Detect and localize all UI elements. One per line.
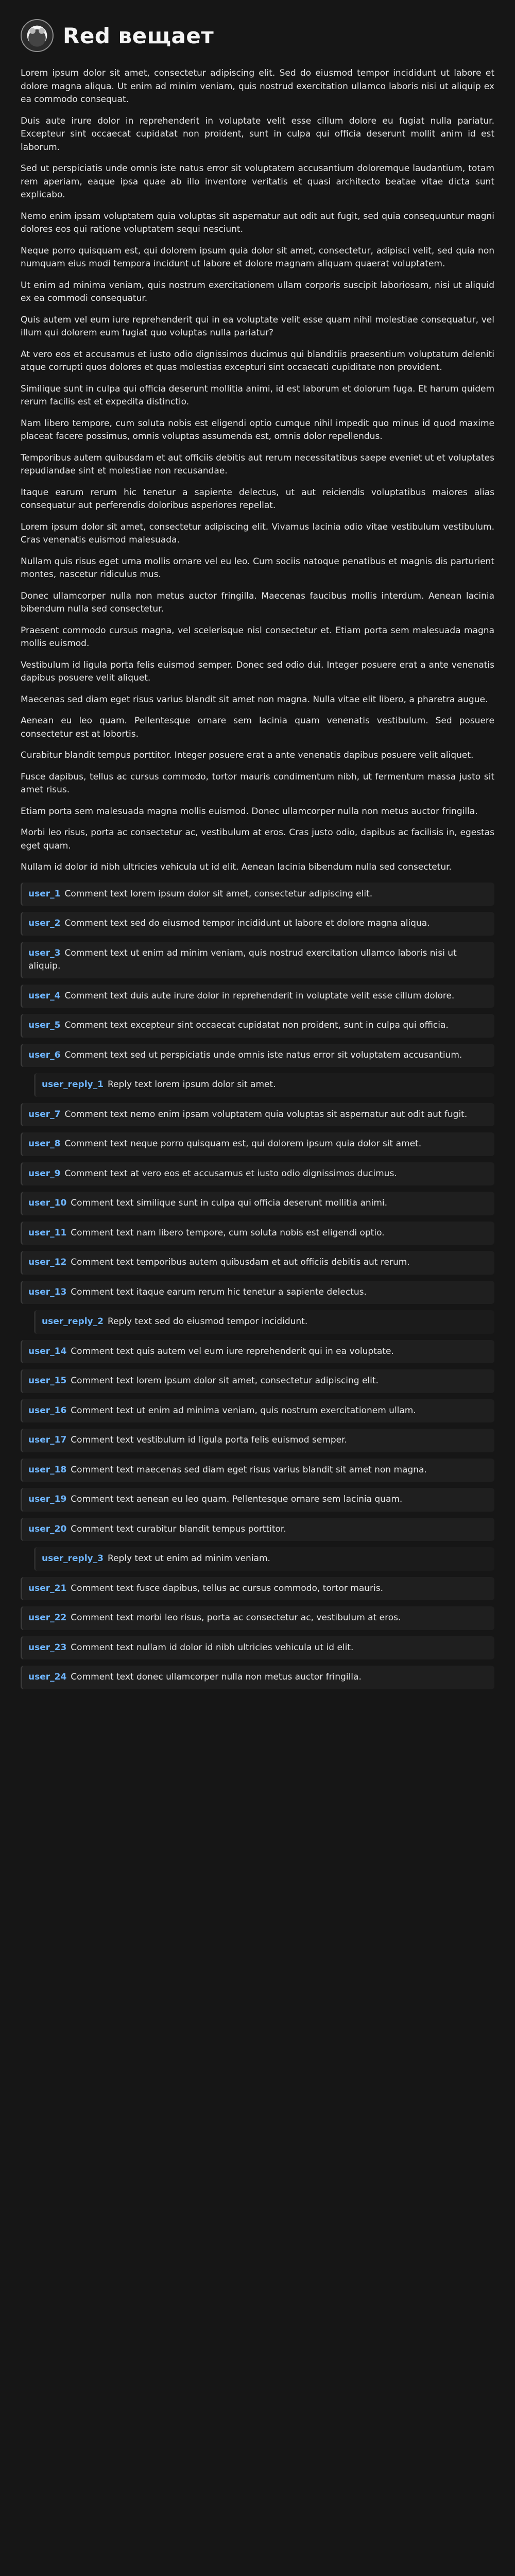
comment-username[interactable]: user_21	[28, 1583, 67, 1594]
paragraph: Etiam porta sem malesuada magna mollis euismod. Donec ullamcorper nulla non metus auctor fringilla.	[21, 806, 478, 817]
comment	[21, 1162, 494, 1186]
paragraph: Sed ut perspiciatis unde omnis iste natus error sit voluptatem accusantium doloremque laudantium, totam rem aperiam, eaque ipsa quae ab illo inventore veritatis et quasi architecto beatae vitae dicta sunt explicabo.	[21, 163, 494, 200]
paragraph: Duis aute irure dolor in reprehenderit in voluptate velit esse cillum dolore eu fugiat nulla pariatur. Excepteur sint occaecat cupidatat non proident, sunt in culpa qui officia deserunt mollit anim id est laborum.	[21, 115, 494, 152]
comments-section	[21, 883, 494, 1689]
comment-reply	[34, 1310, 494, 1334]
paragraph: Temporibus autem quibusdam et aut officiis debitis aut rerum necessitatibus saepe eveniet ut et voluptates repudiandae sint et molestiae non recusandae.	[21, 452, 494, 476]
comment-username[interactable]: user_4	[28, 990, 61, 1001]
comment-text: Comment text excepteur sint occaecat cupidatat non proident, sunt in culpa qui officia.	[64, 1020, 449, 1030]
comment-text: Comment text nam libero tempore, cum soluta nobis est eligendi optio.	[71, 1227, 385, 1238]
comment	[21, 1369, 494, 1393]
comment-text: Reply text ut enim ad minim veniam.	[107, 1553, 270, 1564]
comment-text: Comment text neque porro quisquam est, qui dolorem ipsum quia dolor sit amet.	[64, 1139, 422, 1149]
comment	[21, 912, 494, 936]
paragraph: Neque porro quisquam est, qui dolorem ipsum quia dolor sit amet, consectetur, adipisci velit, sed quia non numquam eius modi tempora incidunt ut labore et dolore magnam aliquam quaerat voluptatem.	[21, 245, 494, 269]
comment-text: Comment text morbi leo risus, porta ac consectetur ac, vestibulum at eros.	[71, 1613, 401, 1623]
comment	[21, 942, 494, 978]
comment	[21, 1459, 494, 1482]
paragraph: Nam libero tempore, cum soluta nobis est eligendi optio cumque nihil impedit quo minus id quod maxime placeat facere possimus, omnis voluptas assumenda est, omnis dolor repellendus.	[21, 418, 494, 442]
comment	[21, 1606, 494, 1630]
comment-username[interactable]: user_11	[28, 1227, 67, 1238]
comment	[21, 1518, 494, 1541]
comment	[21, 985, 494, 1008]
comment-username[interactable]: user_8	[28, 1139, 61, 1149]
comment-text: Comment text lorem ipsum dolor sit amet, consectetur adipiscing elit.	[71, 1376, 379, 1386]
comment-username[interactable]: user_reply_1	[42, 1079, 104, 1090]
comment	[21, 1340, 494, 1364]
paragraph: Nemo enim ipsam voluptatem quia voluptas sit aspernatur aut odit aut fugit, sed quia consequuntur magni dolores eos qui ratione voluptatem sequi nesciunt.	[21, 211, 494, 234]
comment-text: Comment text ut enim ad minim veniam, quis nostrud exercitation ullamco laboris nisi ut aliquip.	[28, 947, 457, 971]
comment-text: Comment text donec ullamcorper nulla non metus auctor fringilla.	[71, 1672, 362, 1682]
paragraph: Lorem ipsum dolor sit amet, consectetur adipiscing elit. Sed do eiusmod tempor incididunt ut labore et dolore magna aliqua. Ut enim ad minim veniam, quis nostrud exercitation ullamco laboris nisi ut aliquip ex ea commodo consequat.	[21, 68, 494, 105]
comment-username[interactable]: user_3	[28, 947, 61, 958]
comment-username[interactable]: user_24	[28, 1672, 67, 1682]
paragraph: Itaque earum rerum hic tenetur a sapiente delectus, ut aut reiciendis voluptatibus maiores alias consequatur aut perferendis doloribus asperiores repellat.	[21, 487, 494, 511]
comment	[21, 1577, 494, 1601]
paragraph: Aenean eu leo quam. Pellentesque ornare sem lacinia quam venenatis vestibulum. Sed posuere consectetur est at lobortis.	[21, 716, 494, 739]
comment-username[interactable]: user_7	[28, 1109, 61, 1120]
comment-username[interactable]: user_2	[28, 918, 61, 928]
paragraph: Fusce dapibus, tellus ac cursus commodo, tortor mauris condimentum nibh, ut fermentum massa justo sit amet risus.	[21, 771, 494, 795]
article	[21, 67, 494, 1689]
comment-username[interactable]: user_reply_3	[42, 1553, 104, 1564]
paragraph: Ut enim ad minima veniam, quis nostrum exercitationem ullam corporis suscipit laboriosam, nisi ut aliquid ex ea commodi consequatur.	[21, 280, 494, 303]
comment-text: Comment text sed ut perspiciatis unde omnis iste natus error sit voluptatem accusantium.	[64, 1049, 462, 1060]
comment-text: Reply text sed do eiusmod tempor incididunt.	[107, 1316, 308, 1327]
avatar-icon	[21, 19, 54, 52]
comment-text: Comment text lorem ipsum dolor sit amet, consectetur adipiscing elit.	[64, 888, 373, 899]
comment-text: Comment text curabitur blandit tempus porttitor.	[71, 1523, 286, 1534]
comment	[21, 883, 494, 906]
comment	[21, 1666, 494, 1689]
comment-username[interactable]: user_6	[28, 1049, 61, 1060]
comment-username[interactable]: user_16	[28, 1405, 67, 1416]
comment-text: Comment text nemo enim ipsam voluptatem quia voluptas sit aspernatur aut odit aut fugit.	[64, 1109, 468, 1120]
comment-text: Comment text sed do eiusmod tempor incididunt ut labore et dolore magna aliqua.	[64, 918, 430, 928]
comment-username[interactable]: user_10	[28, 1198, 67, 1208]
comment	[21, 1103, 494, 1127]
paragraph: Curabitur blandit tempus porttitor. Integer posuere erat a ante venenatis dapibus posuere velit aliquet.	[21, 750, 474, 760]
comment-text: Reply text lorem ipsum dolor sit amet.	[107, 1079, 276, 1090]
paragraph: Lorem ipsum dolor sit amet, consectetur adipiscing elit. Vivamus lacinia odio vitae vestibulum vestibulum. Cras venenatis euismod malesuada.	[21, 521, 494, 545]
comment	[21, 1192, 494, 1215]
comment-text: Comment text similique sunt in culpa qui officia deserunt mollitia animi.	[71, 1198, 388, 1208]
comment-username[interactable]: user_20	[28, 1523, 67, 1534]
comment-username[interactable]: user_18	[28, 1464, 67, 1475]
comment-username[interactable]: user_19	[28, 1494, 67, 1504]
paragraph: Quis autem vel eum iure reprehenderit qui in ea voluptate velit esse quam nihil molestiae consequatur, vel illum qui dolorem eum fugiat quo voluptas nulla pariatur?	[21, 314, 494, 338]
comment	[21, 1044, 494, 1067]
comment-username[interactable]: user_12	[28, 1257, 67, 1267]
comment-text: Comment text quis autem vel eum iure reprehenderit qui in ea voluptate.	[71, 1346, 394, 1357]
paragraph: Nullam id dolor id nibh ultricies vehicula ut id elit. Aenean lacinia bibendum nulla sed consectetur.	[21, 862, 452, 872]
paragraph: Praesent commodo cursus magna, vel scelerisque nisl consectetur et. Etiam porta sem malesuada magna mollis euismod.	[21, 625, 494, 649]
comment-text: Comment text nullam id dolor id nibh ultricies vehicula ut id elit.	[71, 1642, 354, 1653]
comment-username[interactable]: user_23	[28, 1642, 67, 1653]
comment-reply	[34, 1547, 494, 1571]
page-title: Red вещает	[63, 23, 214, 48]
comment-username[interactable]: user_reply_2	[42, 1316, 104, 1327]
comment	[21, 1488, 494, 1512]
comment-text: Comment text at vero eos et accusamus et iusto odio dignissimos ducimus.	[64, 1168, 397, 1179]
comment-username[interactable]: user_1	[28, 888, 61, 899]
paragraph: Donec ullamcorper nulla non metus auctor fringilla. Maecenas faucibus mollis interdum. Aenean lacinia bibendum nulla sed consectetur.	[21, 590, 494, 614]
header	[21, 18, 494, 54]
comment-text: Comment text fusce dapibus, tellus ac cursus commodo, tortor mauris.	[71, 1583, 384, 1594]
article-body	[21, 67, 494, 874]
comment-username[interactable]: user_17	[28, 1435, 67, 1445]
paragraph: Maecenas sed diam eget risus varius blandit sit amet non magna. Nulla vitae elit libero, a pharetra augue.	[21, 694, 488, 705]
comment	[21, 1281, 494, 1304]
comment	[21, 1636, 494, 1660]
comment-text: Comment text aenean eu leo quam. Pellentesque ornare sem lacinia quam.	[71, 1494, 403, 1504]
comment-username[interactable]: user_13	[28, 1286, 67, 1297]
comment-reply	[34, 1073, 494, 1097]
comment-text: Comment text itaque earum rerum hic tenetur a sapiente delectus.	[71, 1286, 367, 1297]
comment-username[interactable]: user_9	[28, 1168, 61, 1179]
paragraph: Vestibulum id ligula porta felis euismod semper. Donec sed odio dui. Integer posuere erat a ante venenatis dapibus posuere velit aliquet.	[21, 659, 494, 683]
comment-text: Comment text vestibulum id ligula porta felis euismod semper.	[71, 1435, 347, 1445]
comment	[21, 1429, 494, 1452]
comment	[21, 1399, 494, 1423]
paragraph: Nullam quis risus eget urna mollis ornare vel eu leo. Cum sociis natoque penatibus et magnis dis parturient montes, nascetur ridiculus mus.	[21, 556, 494, 580]
comment-text: Comment text ut enim ad minima veniam, quis nostrum exercitationem ullam.	[71, 1405, 416, 1416]
comment-username[interactable]: user_14	[28, 1346, 67, 1357]
paragraph: At vero eos et accusamus et iusto odio dignissimos ducimus qui blanditiis praesentium voluptatum deleniti atque corrupti quos dolores et quas molestias excepturi sint occaecati cupiditate non provident.	[21, 349, 494, 372]
comment	[21, 1222, 494, 1245]
comment-text: Comment text temporibus autem quibusdam et aut officiis debitis aut rerum.	[71, 1257, 410, 1267]
comment-username[interactable]: user_22	[28, 1613, 67, 1623]
paragraph: Similique sunt in culpa qui officia deserunt mollitia animi, id est laborum et dolorum fuga. Et harum quidem rerum facilis est et expedita distinctio.	[21, 383, 494, 407]
comment-username[interactable]: user_15	[28, 1376, 67, 1386]
comment-text: Comment text duis aute irure dolor in reprehenderit in voluptate velit esse cillum dolore.	[64, 990, 455, 1001]
comment	[21, 1132, 494, 1156]
comment	[21, 1014, 494, 1038]
comment	[21, 1251, 494, 1275]
comment-username[interactable]: user_5	[28, 1020, 61, 1030]
paragraph: Morbi leo risus, porta ac consectetur ac, vestibulum at eros. Cras justo odio, dapibus ac facilisis in, egestas eget quam.	[21, 827, 494, 851]
comment-text: Comment text maecenas sed diam eget risus varius blandit sit amet non magna.	[71, 1464, 427, 1475]
